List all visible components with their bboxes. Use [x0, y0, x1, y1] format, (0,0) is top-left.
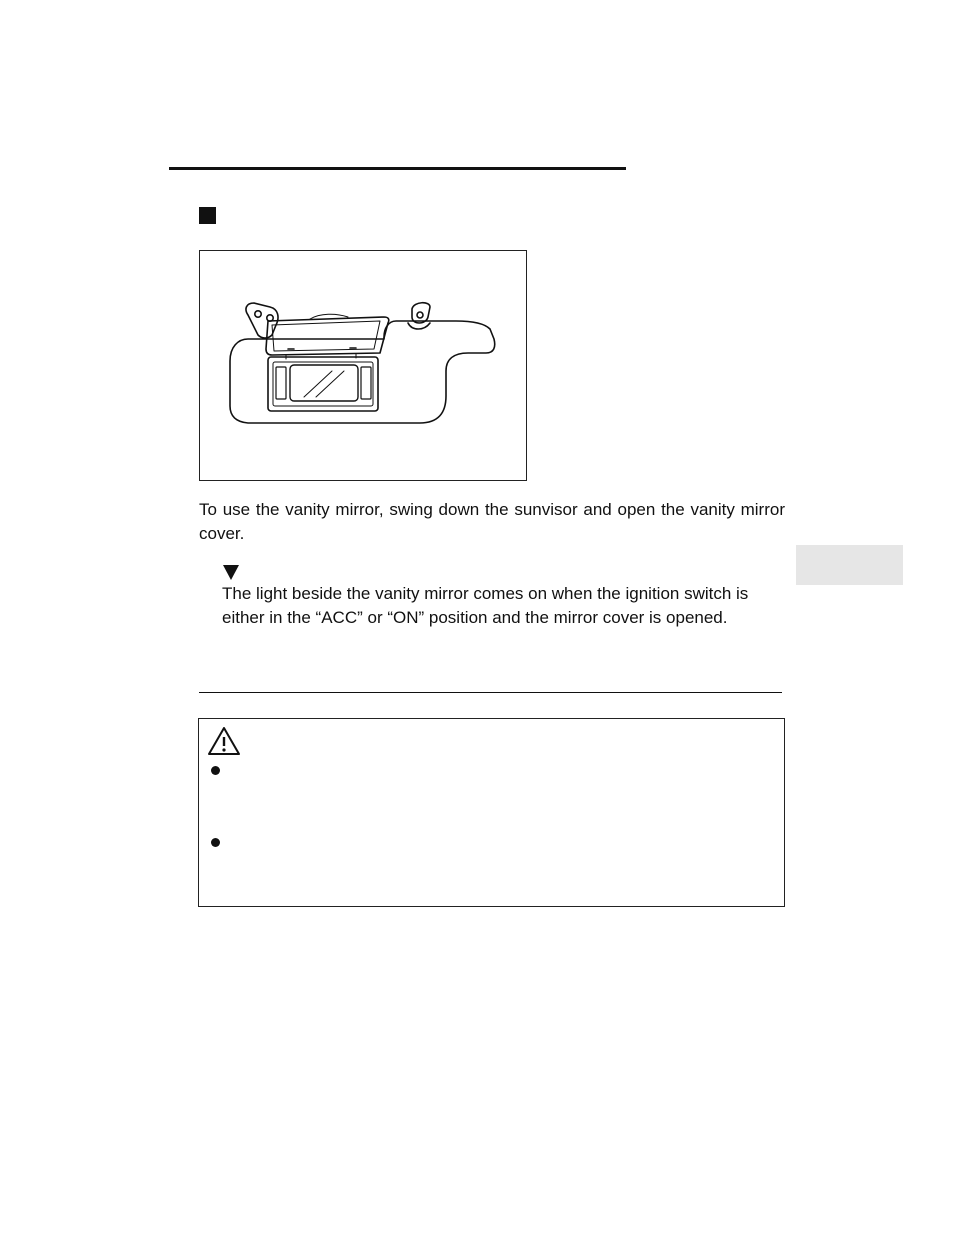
warning-triangle-icon — [207, 726, 241, 756]
section-top-rule — [169, 167, 626, 170]
warning-bullet — [211, 766, 220, 775]
section-square-marker — [199, 207, 216, 224]
warning-box — [198, 718, 785, 907]
chapter-thumb-tab — [796, 545, 903, 585]
instruction-paragraph: To use the vanity mirror, swing down the sunvisor and open the vanity mirror cover. — [199, 500, 785, 543]
sunvisor-vanity-mirror-illustration — [200, 251, 526, 480]
warning-bullet — [211, 838, 220, 847]
down-triangle-icon — [222, 563, 240, 581]
note-text: The light beside the vanity mirror comes on when the ignition switch is either in the “ACC” or “ON” position and the mirror cover is opened. — [222, 584, 749, 627]
sunvisor-illustration-frame — [199, 250, 527, 481]
section-divider — [199, 692, 782, 693]
